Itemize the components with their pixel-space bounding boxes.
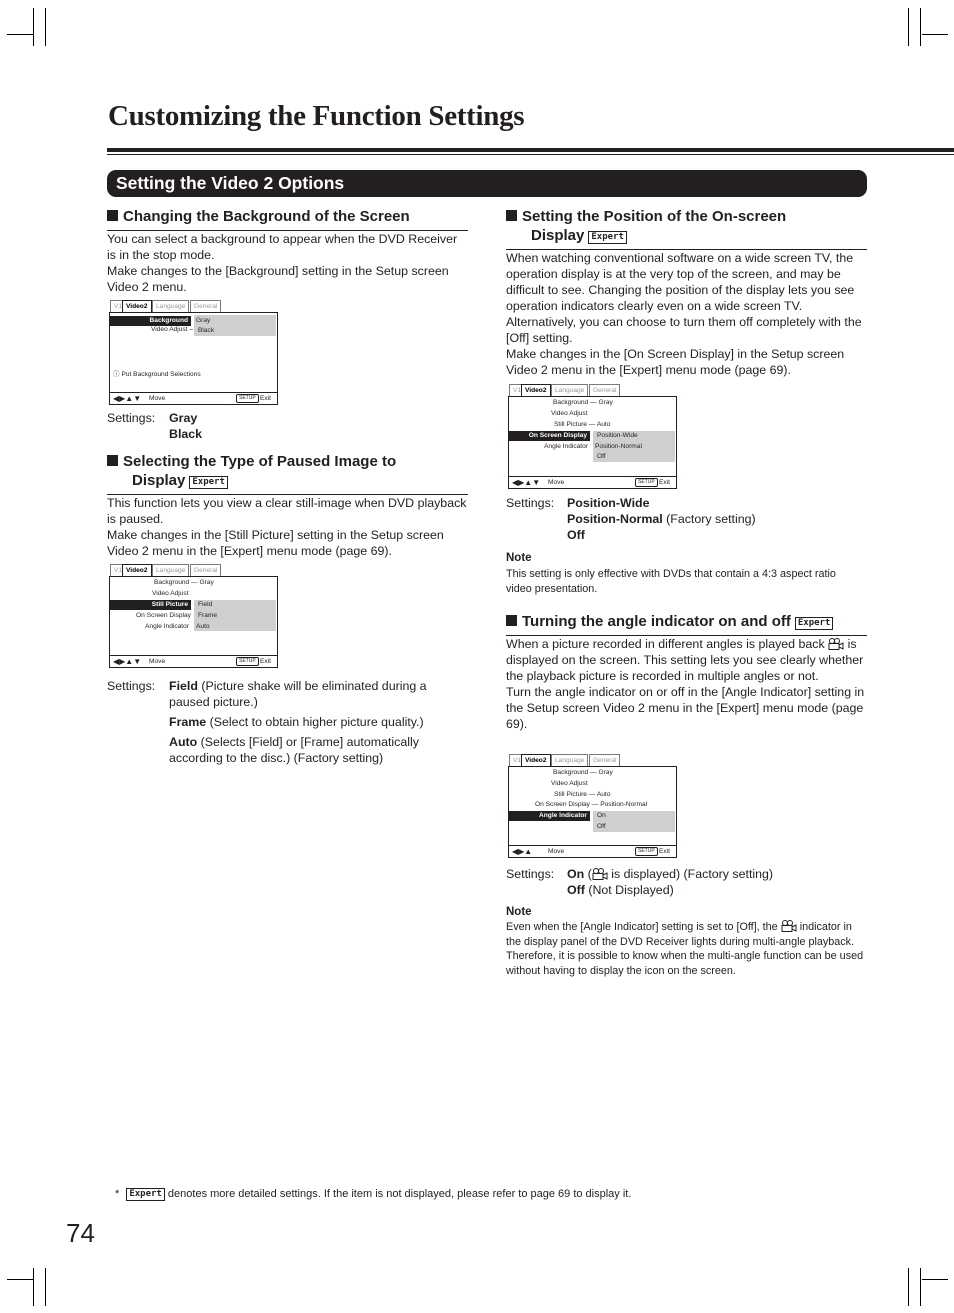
background-settings: Settings: Gray Black bbox=[107, 411, 203, 441]
section-banner bbox=[107, 170, 867, 197]
square-bullet-icon bbox=[506, 615, 517, 626]
section-title: Setting the Video 2 Options bbox=[116, 173, 345, 193]
cursor-arrows-icon: ◀▶▲▼ bbox=[113, 394, 142, 403]
crop-mark bbox=[7, 34, 33, 35]
position-heading: Setting the Position of the On-screen Display Expert bbox=[506, 207, 867, 250]
square-bullet-icon bbox=[506, 210, 517, 221]
expert-badge: Expert bbox=[795, 617, 834, 630]
expert-badge: Expert bbox=[588, 231, 627, 244]
crop-mark bbox=[920, 8, 921, 46]
crop-mark bbox=[45, 1268, 46, 1306]
angle-body: When a picture recorded in different angles is played back is displayed on the screen. This setting lets you see clearly whether the playback picture is recorded in multiple angles or not. Turn the angle indicator on or off in the [Angle Indicator] setting in the Setup screen Video 2 menu in the [Expert] menu mode (page 69). bbox=[506, 637, 865, 731]
cursor-arrows-icon: ◀▶▲ bbox=[512, 847, 533, 856]
cursor-arrows-icon: ◀▶▲▼ bbox=[113, 657, 142, 666]
square-bullet-icon bbox=[107, 455, 118, 466]
cursor-arrows-icon: ◀▶▲▼ bbox=[512, 478, 541, 487]
camera-angle-icon bbox=[592, 868, 608, 880]
crop-mark bbox=[908, 8, 909, 46]
title-rule-thin bbox=[107, 154, 954, 155]
page-number: 74 bbox=[66, 1218, 95, 1248]
expert-badge: Expert bbox=[126, 1188, 165, 1201]
position-note-text: This setting is only effective with DVDs that contain a 4:3 aspect ratio video presentation. bbox=[506, 568, 836, 595]
crop-mark bbox=[920, 1268, 921, 1306]
crop-mark bbox=[922, 1279, 948, 1280]
paused-settings: Settings: Field (Picture shake will be eliminated during a paused picture.) Frame (Select to obtain higher picture quality.) Auto (Selects [Field] or [Frame] automatically according to the disc.) (Factory setting) bbox=[107, 679, 427, 765]
setup-screen-still-picture: V1 Video2 Language General Background — Gray Video Adjust Still Picture On Screen Display Angle Indicator Field Frame Auto ◀▶▲▼ Move SETUP Exit bbox=[109, 576, 278, 668]
footnote: * Expert denotes more detailed settings. If the item is not displayed, please refer to page 69 to display it. bbox=[115, 1188, 632, 1200]
position-settings: Settings: Position-Wide Position-Normal (Factory setting) Off bbox=[506, 496, 756, 542]
crop-mark bbox=[33, 1268, 34, 1306]
crop-mark bbox=[33, 8, 34, 46]
position-note-heading: Note bbox=[506, 552, 532, 564]
angle-note-heading: Note bbox=[506, 906, 532, 918]
angle-heading: Turning the angle indicator on and off Expert bbox=[506, 612, 867, 636]
camera-angle-icon bbox=[781, 920, 797, 932]
setup-screen-background: V1 Video2 Language General Background Video Adjust – Gray Black ⓘ Put Background Selections ◀▶▲▼ Move SETUP Exit bbox=[109, 312, 278, 405]
crop-mark bbox=[7, 1279, 33, 1280]
camera-angle-icon bbox=[828, 638, 844, 650]
angle-note-text: Even when the [Angle Indicator] setting is set to [Off], the indicator in the display panel of the DVD Receiver lights during multi-angle playback. Therefore, it is possible to know when the multi-angle function can be used without having to display the icon on the screen. bbox=[506, 921, 864, 977]
info-icon: ⓘ bbox=[113, 371, 120, 378]
crop-mark bbox=[45, 8, 46, 46]
square-bullet-icon bbox=[107, 210, 118, 221]
setup-screen-on-screen-display: V1 Video2 Language General Background — Gray Video Adjust Still Picture — Auto On Screen Display Angle Indicator Position-Wide Position-Normal Off ◀▶▲▼ Move SETUP Exit bbox=[508, 396, 677, 489]
paused-body: This function lets you view a clear still-image when DVD playback is paused. Make changes in the [Still Picture] setting in the Setup screen Video 2 menu in the [Expert] menu mode (page 69). bbox=[107, 496, 467, 558]
setup-screen-angle-indicator: V1 Video2 Language General Background — Gray Video Adjust Still Picture — Auto On Screen Display — Position-Normal Angle Indicator On Off ◀▶▲ Move SETUP Exit bbox=[508, 766, 677, 858]
crop-mark bbox=[922, 34, 948, 35]
background-body: You can select a background to appear when the DVD Receiver is in the stop mode. Make changes to the [Background] setting in the Setup screen Video 2 menu. bbox=[107, 232, 458, 294]
info-row: ⓘ Put Background Selections bbox=[113, 371, 201, 378]
title-rule bbox=[107, 148, 954, 152]
background-heading: Changing the Background of the Screen bbox=[107, 207, 468, 231]
page-title: Customizing the Function Settings bbox=[108, 100, 525, 132]
paused-heading: Selecting the Type of Paused Image to Display Expert bbox=[107, 452, 468, 495]
position-body: When watching conventional software on a wide screen TV, the operation display is at the very top of the screen, and may be difficult to see. Changing the position of the display lets you see operation indicators clearly even on a wide screen TV. Alternatively, you can choose to turn them off completely with the [Off] setting. Make changes in the [On Screen Display] in the Setup screen Video 2 menu in the [Expert] menu mode (page 69). bbox=[506, 251, 862, 377]
angle-settings: Settings: On ( is displayed) (Factory setting) Off (Not Displayed) bbox=[506, 867, 774, 897]
crop-mark bbox=[908, 1268, 909, 1306]
expert-badge: Expert bbox=[189, 476, 228, 489]
